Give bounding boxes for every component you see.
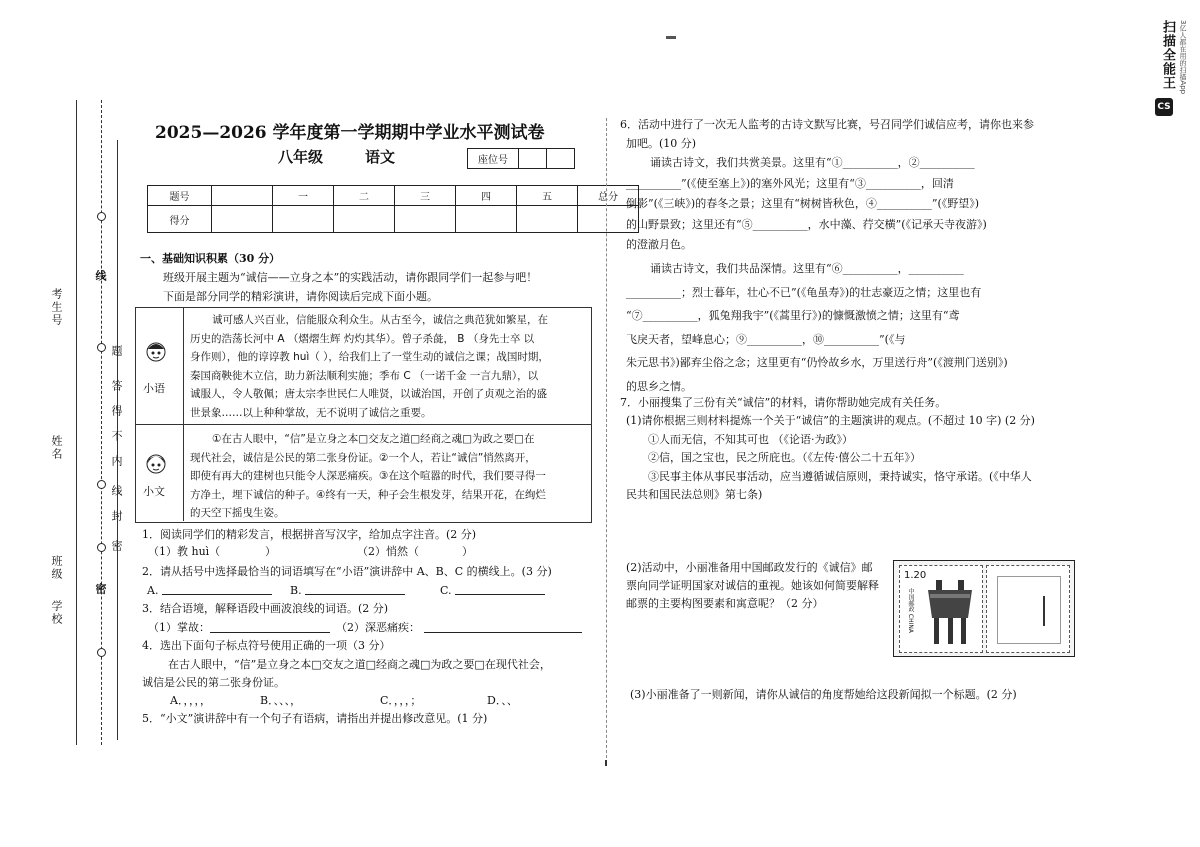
speech1-line: 诚可感人兴百业，信能服众利众生。从古至今，诚信之典范犹如繁星，在 bbox=[212, 314, 548, 326]
q6-text-1: 6．活动中进行了一次无人监考的古诗文默写比赛，号召同学们诚信应考，请你也来参 bbox=[620, 118, 1034, 131]
q7-sub3: (3)小丽准备了一则新闻，请你从诚信的角度帮她给这段新闻拟一个标题。(2 分) bbox=[630, 688, 1017, 701]
score-cell[interactable] bbox=[395, 206, 456, 233]
speech2-line: 即使有再大的建树也只能令人深恶痛疾。③在这个喧嚣的时代，我们要寻得一 bbox=[190, 470, 546, 482]
class-label: 班级 bbox=[50, 555, 63, 581]
q1-text: 1．阅读同学们的精彩发言，根据拼音写汉字，给加点字注音。(2 分) bbox=[142, 528, 477, 541]
q4-sentence-2: 诚信是公民的第二张身份证。 bbox=[142, 676, 285, 689]
q2-text: 2．请从括号中选择最恰当的词语填写在“小语”演讲辞中 A、B、C 的横线上。(3 分) bbox=[142, 565, 552, 578]
q7-material-3b: 民共和国民法总则》第七条) bbox=[626, 488, 763, 501]
q4-sentence-1: 在古人眼中，“信”是立身之本□交友之道□经商之魂□为政之要□在现代社会， bbox=[168, 658, 551, 671]
q4-option-d[interactable]: D．、、 bbox=[487, 694, 518, 707]
stamp-right bbox=[986, 565, 1070, 653]
q6-text-2: 加吧。(10 分) bbox=[626, 137, 697, 150]
name-label: 姓名 bbox=[50, 435, 63, 461]
speech1-line: 秦国商鞅徙木立信，助力新法顺利实施；季布 C （一诺千金 一言九鼎），以 bbox=[190, 369, 539, 382]
speaker2-label: 小文 bbox=[143, 485, 165, 498]
binding-hole bbox=[97, 543, 106, 552]
grade-label: 八年级 bbox=[278, 148, 324, 166]
q7-sub2-line2: 票向同学证明国家对诚信的重视。她该如何简要解释 bbox=[626, 579, 879, 592]
q1b-label: （2）悄然（ bbox=[357, 545, 419, 558]
speech-box-row-divider bbox=[135, 424, 591, 425]
speaker1-label: 小语 bbox=[143, 382, 165, 395]
q4-option-b[interactable]: B．、、、， bbox=[260, 694, 302, 707]
score-header-cell bbox=[212, 186, 273, 206]
page-title: 2025—2026 学年度第一学期期中学业水平测试卷 bbox=[155, 123, 545, 143]
q3-text: 3．结合语境，解释语段中画波浪线的词语。(2 分) bbox=[142, 602, 389, 615]
binding-hole bbox=[97, 480, 106, 489]
speech-box-divider bbox=[183, 307, 184, 521]
ding-vessel-icon bbox=[922, 578, 978, 648]
seal-note-3: 得 bbox=[110, 405, 123, 418]
speech1-line: 历史的浩荡长河中 A （熠熠生辉 灼灼其华）。曾子杀彘， B （身先士卒 以 bbox=[190, 332, 535, 345]
speech1-line: 身作则），他的谆谆教 huì（ ），给我们上了一堂生动的诚信之课；战国时期， bbox=[190, 351, 549, 363]
score-header-cell: 一 bbox=[273, 186, 334, 206]
q7-sub1: (1)请你根据三则材料提炼一个关于“诚信”的主题演讲的观点。(不超过 10 字) (2 分) bbox=[626, 414, 1035, 427]
speech1-text bbox=[190, 311, 549, 422]
speech1-line: 世景象……以上种种掌故，无不说明了诚信之重要。 bbox=[190, 406, 432, 419]
q2-b-label: B. bbox=[290, 584, 302, 597]
avatar bbox=[145, 452, 167, 476]
seal-note-4: 不 bbox=[110, 430, 123, 443]
q6-p1-line: 诵读古诗文，我们共赏美景。这里有“①__________，②__________ bbox=[650, 156, 975, 169]
q4-option-c[interactable]: C．，，，； bbox=[380, 694, 422, 707]
q6-p2-line: __________；烈士暮年，壮心不已”(《龟虽寿》)的壮志豪迈之情；这里也有 bbox=[626, 285, 982, 299]
q2-c-label: C. bbox=[440, 584, 452, 597]
seat-label: 座位号 bbox=[468, 149, 519, 169]
q1a-label: （1）教 huì（ bbox=[148, 545, 221, 558]
q6-p2-line: 朱元思书》)鄙弃尘俗之念；这里更有“仍怜故乡水，万里送行舟”(《渡荆门送别》) bbox=[626, 356, 1008, 369]
speech2-line: 现代社会，诚信是公民的第二张身份证。②一个人，若让“诚信”悄然离开， bbox=[190, 451, 536, 464]
q2-a-answer-line[interactable] bbox=[162, 594, 272, 595]
avatar bbox=[145, 340, 167, 364]
q6-p1-line: 的山野景致；这里还有“⑤__________，水中藻、荇交横”(《记承天寺夜游》) bbox=[626, 217, 987, 231]
binding-hole bbox=[97, 343, 106, 352]
q4-text: 4．选出下面句子标点符号使用正确的一项（3 分） bbox=[142, 639, 391, 652]
score-header-cell: 总分 bbox=[578, 186, 639, 206]
q2-a-label: A. bbox=[147, 584, 159, 597]
seal-note-6: 线 bbox=[110, 485, 123, 498]
q6-p2-line: 的思乡之情。 bbox=[626, 379, 692, 393]
page-mark bbox=[666, 36, 676, 39]
score-header-cell: 题号 bbox=[148, 186, 212, 206]
camscanner-logo: CS bbox=[1155, 98, 1173, 116]
q3a-answer-line[interactable] bbox=[210, 632, 330, 633]
score-cell[interactable] bbox=[517, 206, 578, 233]
score-header-cell: 四 bbox=[456, 186, 517, 206]
seal-char-seal: 密 bbox=[94, 583, 107, 596]
score-cell[interactable] bbox=[212, 206, 273, 233]
subject-label: 语文 bbox=[365, 148, 396, 166]
score-cell[interactable] bbox=[334, 206, 395, 233]
q7-sub2-line3: 邮票的主要构图要素和寓意呢？（2 分） bbox=[626, 597, 824, 610]
seal-note-2: 答 bbox=[110, 380, 123, 393]
speech2-line: 的天空下摇曳生姿。 bbox=[190, 507, 285, 519]
q2-b-answer-line[interactable] bbox=[305, 594, 405, 595]
seal-note-5: 内 bbox=[110, 455, 123, 468]
school-label: 学校 bbox=[50, 600, 63, 626]
page-mark bbox=[605, 760, 607, 766]
q1a-end: ） bbox=[265, 545, 276, 558]
score-cell[interactable] bbox=[273, 206, 334, 233]
q7-material-3a: ③民事主体从事民事活动，应当遵循诚信原则，秉持诚实，恪守承诺。(《中华人 bbox=[648, 470, 1032, 483]
watermark-tagline: 3亿人都在用的扫描App bbox=[1179, 20, 1187, 95]
seat-cell[interactable] bbox=[519, 149, 547, 169]
seal-note-7: 封 bbox=[110, 510, 123, 523]
stamp-right-frame bbox=[997, 576, 1061, 644]
q3b-label: （2）深恶痛疾： bbox=[336, 621, 420, 634]
binding-hole bbox=[97, 648, 106, 657]
q1b-end: ） bbox=[462, 545, 473, 558]
score-table bbox=[147, 185, 639, 233]
seal-note-1: 题 bbox=[110, 345, 123, 358]
exam-no-label: 考生号 bbox=[50, 288, 63, 327]
speech2-text bbox=[190, 430, 546, 523]
stamp-image bbox=[893, 560, 1075, 657]
stamp-country: 中国邮政 CHINA bbox=[907, 588, 914, 633]
q3a-label: （1）掌故： bbox=[148, 621, 210, 634]
stamp-value: 1.20 bbox=[904, 570, 927, 581]
q6-p1-line: __________”(《使至塞上》)的塞外风光；这里有“③__________，回清 bbox=[626, 176, 954, 190]
watermark-brand: 扫描全能王 bbox=[1160, 20, 1175, 90]
q4-option-a[interactable]: A．，，，， bbox=[170, 694, 211, 707]
q7-sub2-line1: (2)活动中，小丽准备用中国邮政发行的《诚信》邮 bbox=[626, 561, 873, 574]
q7-intro: 7．小丽搜集了三份有关“诚信”的材料，请你帮助她完成有关任务。 bbox=[620, 396, 947, 409]
binding-hole bbox=[97, 212, 106, 221]
section1-intro-2: 下面是部分同学的精彩演讲，请你阅读后完成下面小题。 bbox=[163, 290, 438, 303]
q7-material-1: ①人而无信，不知其可也 （《论语·为政》） bbox=[648, 433, 853, 446]
q5-text: 5．“小文”演讲辞中有一个句子有语病，请指出并提出修改意见。(1 分) bbox=[142, 712, 488, 725]
score-header-cell: 三 bbox=[395, 186, 456, 206]
score-row-label: 得分 bbox=[148, 206, 212, 233]
section1-intro-1: 班级开展主题为“诚信——立身之本”的实践活动，请你跟同学们一起参与吧！ bbox=[163, 271, 538, 284]
q7-material-2: ②信，国之宝也，民之所庇也。（《左传·僖公二十五年》） bbox=[648, 451, 921, 464]
seat-cell[interactable] bbox=[547, 149, 575, 169]
q6-paragraph-1 bbox=[626, 153, 987, 256]
section1-heading: 一、基础知识积累（30 分） bbox=[140, 252, 281, 265]
score-header-cell: 二 bbox=[334, 186, 395, 206]
q6-p2-line: 诵读古诗文，我们共品深情。这里有“⑥__________，__________ bbox=[650, 262, 964, 275]
q6-p1-line: 倒影”(《三峡》)的春冬之景；这里有“树树皆秋色，④__________”(《野望》) bbox=[626, 197, 980, 210]
score-cell[interactable] bbox=[456, 206, 517, 233]
speech1-line: 诚服人，令人敬佩；唐太宗李世民仁人唯贤，以诚治国，开创了贞观之治的盛 bbox=[190, 388, 547, 400]
q6-paragraph-2 bbox=[626, 257, 1008, 398]
page-divider bbox=[606, 118, 607, 758]
q6-p2-line: 飞戾天者，望峰息心；⑨__________，⑩__________”(《与 bbox=[626, 332, 906, 346]
seal-char-line: 线 bbox=[94, 270, 107, 283]
q6-p1-line: 的澄澈月色。 bbox=[626, 238, 692, 251]
q2-c-answer-line[interactable] bbox=[455, 594, 545, 595]
stamp-left bbox=[899, 565, 983, 653]
seat-number-table bbox=[467, 148, 575, 169]
speech2-line: ①在古人眼中，“信”是立身之本□交友之道□经商之魂□为政之要□在 bbox=[212, 433, 535, 445]
q6-p2-line: “⑦__________，狐兔翔我宇”(《蒿里行》)的慷慨激愤之情；这里有“鸢 bbox=[626, 309, 960, 322]
seal-note-8: 密 bbox=[110, 540, 123, 553]
stamp-right-mark bbox=[1043, 596, 1045, 626]
binding-outer-line bbox=[76, 100, 77, 745]
q3b-answer-line[interactable] bbox=[424, 632, 582, 633]
score-header-cell: 五 bbox=[517, 186, 578, 206]
speech2-line: 方净土，埋下诚信的种子。④终有一天，种子会生根发芽，结果开花，在绚烂 bbox=[190, 488, 546, 501]
